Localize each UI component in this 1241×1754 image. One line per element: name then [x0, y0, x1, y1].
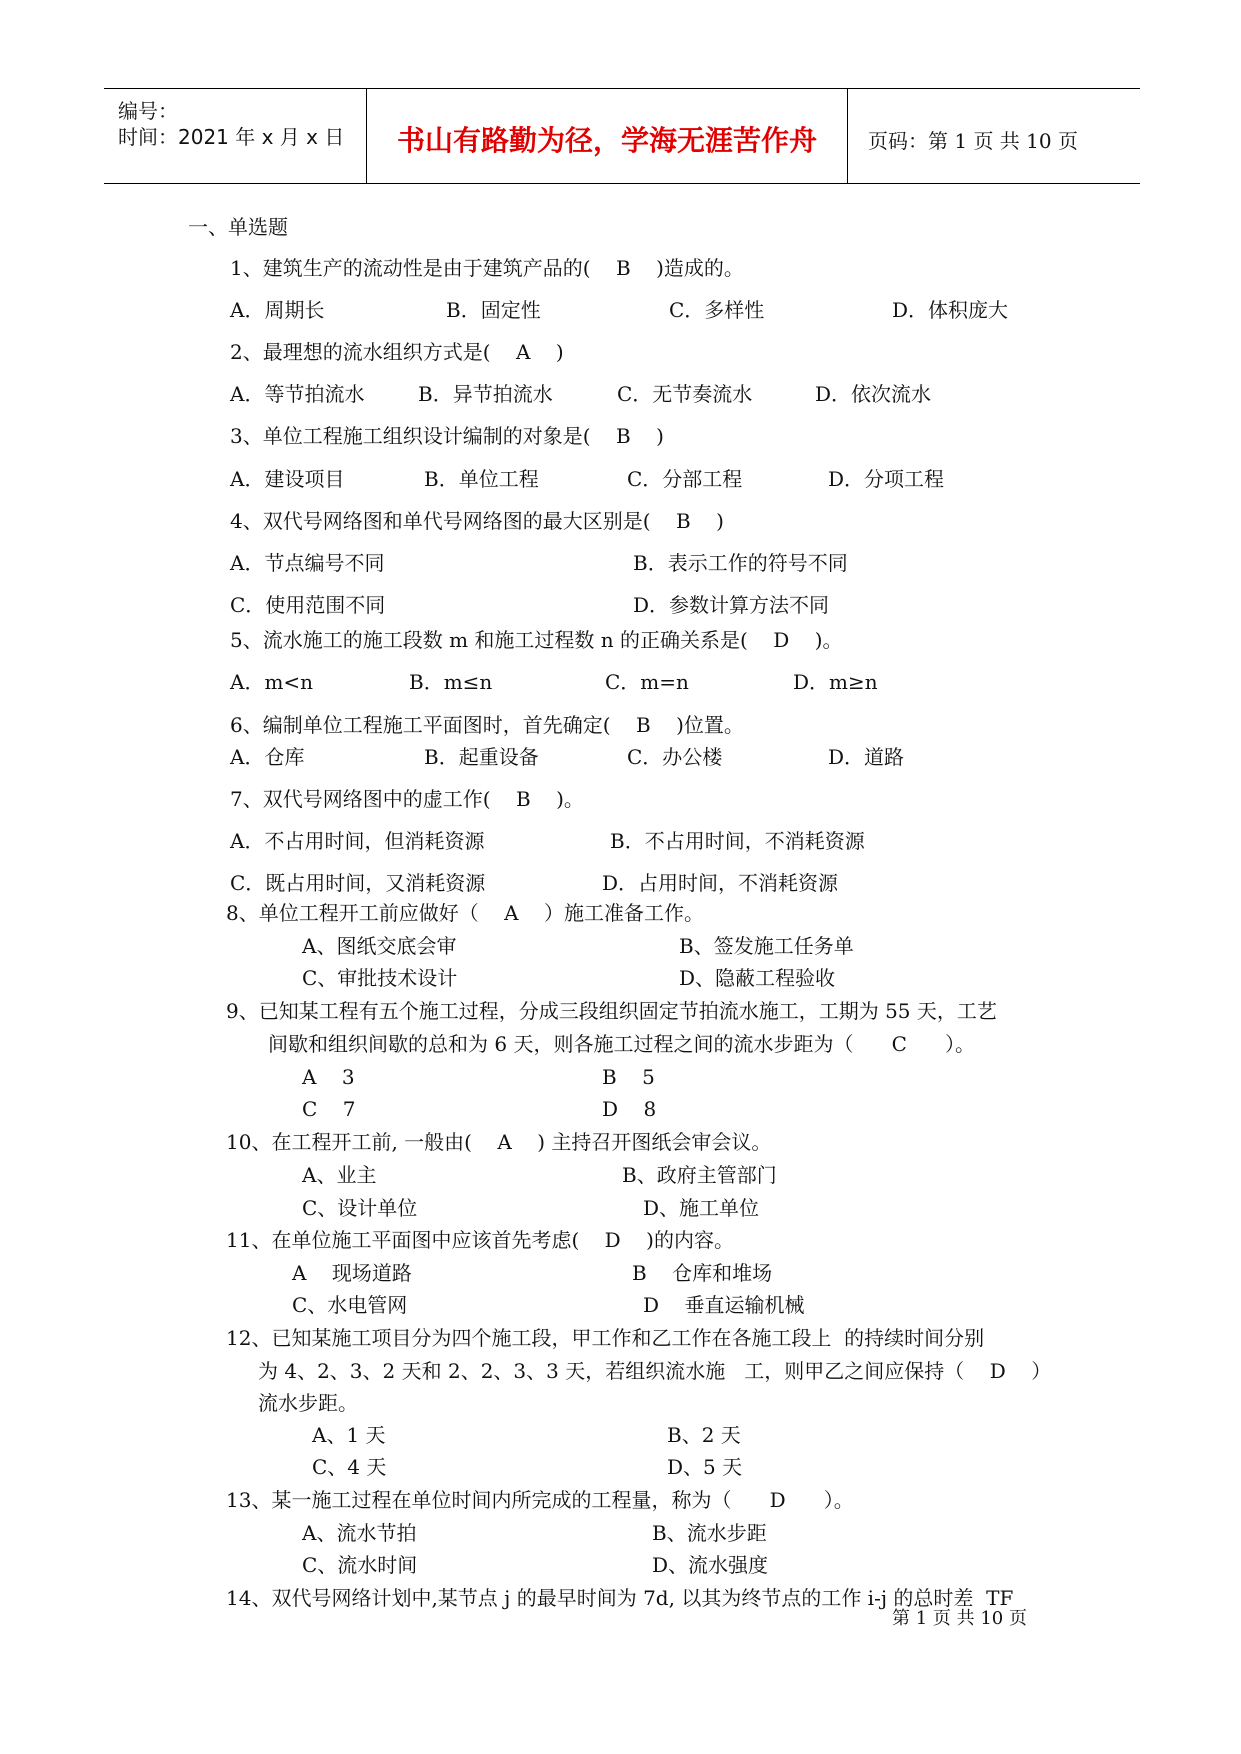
option: A、1 天	[312, 1423, 386, 1447]
option: C、水电管网	[292, 1293, 408, 1317]
option: C、4 天	[312, 1455, 387, 1479]
question-line: 5、流水施工的施工段数 m 和施工过程数 n 的正确关系是( D )。	[230, 628, 843, 652]
option: C 7	[302, 1097, 356, 1121]
option: D 8	[602, 1097, 657, 1121]
option: A．等节拍流水	[230, 382, 365, 406]
option: A、流水节拍	[302, 1521, 417, 1545]
section-title: 一、单选题	[188, 215, 288, 239]
option: B．m≤n	[409, 670, 493, 694]
option: A．建设项目	[230, 467, 345, 491]
question-line: 3、单位工程施工组织设计编制的对象是( B )	[230, 424, 664, 448]
question-line: 10、在工程开工前, 一般由( A ) 主持召开图纸会审会议。	[226, 1130, 772, 1154]
option: D、施工单位	[643, 1196, 760, 1220]
option: B．固定性	[446, 298, 541, 322]
option: B、2 天	[667, 1423, 741, 1447]
document-header	[104, 88, 1140, 184]
option: D．m≥n	[793, 670, 878, 694]
option: D．体积庞大	[892, 298, 1009, 322]
option: C．办公楼	[627, 745, 723, 769]
header-page-code: 页码：第 1 页 共 10 页	[868, 129, 1078, 153]
header-meta-cell	[104, 89, 366, 183]
option: A．周期长	[230, 298, 325, 322]
option: C．既占用时间，又消耗资源	[230, 871, 486, 895]
document-time-label: 时间：2021 年 x 月 x 日	[118, 125, 345, 149]
option: B．表示工作的符号不同	[633, 551, 848, 575]
question-line: 2、最理想的流水组织方式是( A )	[230, 340, 564, 364]
option: B．单位工程	[424, 467, 539, 491]
page-footer: 第 1 页 共 10 页	[892, 1608, 1027, 1629]
option: A．m<n	[230, 670, 314, 694]
option: A 现场道路	[292, 1261, 412, 1285]
header-motto: 书山有路勤为径，学海无涯苦作舟	[396, 124, 817, 157]
option: C、流水时间	[302, 1553, 418, 1577]
option: D 垂直运输机械	[643, 1293, 805, 1317]
header-page-cell	[848, 89, 1140, 183]
question-line: 9、已知某工程有五个施工过程，分成三段组织固定节拍流水施工，工期为 55 天，工艺	[226, 999, 997, 1023]
option: D．依次流水	[815, 382, 932, 406]
option: D、5 天	[667, 1455, 743, 1479]
question-line: 流水步距。	[258, 1391, 358, 1415]
option: C．多样性	[669, 298, 765, 322]
question-line: 为 4、2、3、2 天和 2、2、3、3 天，若组织流水施 工，则甲乙之间应保持（ D ）	[258, 1359, 1052, 1383]
option: C．无节奏流水	[617, 382, 753, 406]
header-motto-cell	[366, 89, 848, 183]
option: D、流水强度	[652, 1553, 769, 1577]
option: B．不占用时间，不消耗资源	[610, 829, 865, 853]
option: C．m=n	[605, 670, 689, 694]
option: D、隐蔽工程验收	[679, 966, 836, 990]
option: A．不占用时间，但消耗资源	[230, 829, 485, 853]
option: A 3	[302, 1065, 355, 1089]
option: A．节点编号不同	[230, 551, 385, 575]
option: C、审批技术设计	[302, 966, 458, 990]
question-line: 14、双代号网络计划中,某节点 j 的最早时间为 7d, 以其为终节点的工作 i-j 的总时差 TF	[226, 1586, 1014, 1610]
question-line: 间歇和组织间歇的总和为 6 天，则各施工过程之间的流水步距为（ C ）。	[268, 1032, 976, 1056]
option: B 5	[602, 1065, 655, 1089]
option: B．异节拍流水	[418, 382, 553, 406]
question-line: 7、双代号网络图中的虚工作( B )。	[230, 787, 584, 811]
option: D．占用时间，不消耗资源	[602, 871, 839, 895]
option: D．分项工程	[828, 467, 945, 491]
option: C．使用范围不同	[230, 593, 386, 617]
option: A、图纸交底会审	[302, 934, 457, 958]
option: B、政府主管部门	[622, 1163, 777, 1187]
question-line: 13、某一施工过程在单位时间内所完成的工程量，称为（ D ）。	[226, 1488, 854, 1512]
option: B、流水步距	[652, 1521, 767, 1545]
option: B．起重设备	[424, 745, 539, 769]
option: C、设计单位	[302, 1196, 418, 1220]
question-line: 4、双代号网络图和单代号网络图的最大区别是( B )	[230, 509, 724, 533]
option: D．道路	[828, 745, 905, 769]
question-line: 1、建筑生产的流动性是由于建筑产品的( B )造成的。	[230, 256, 744, 280]
option: A、业主	[302, 1163, 377, 1187]
option: C．分部工程	[627, 467, 743, 491]
document-number-label: 编号：	[118, 99, 178, 123]
option: B 仓库和堆场	[632, 1261, 773, 1285]
option: B、签发施工任务单	[679, 934, 854, 958]
question-line: 11、在单位施工平面图中应该首先考虑( D )的内容。	[226, 1228, 734, 1252]
question-line: 8、单位工程开工前应做好（ A ）施工准备工作。	[226, 901, 705, 925]
question-line: 12、已知某施工项目分为四个施工段，甲工作和乙工作在各施工段上 的持续时间分别	[226, 1326, 985, 1350]
question-line: 6、编制单位工程施工平面图时，首先确定( B )位置。	[230, 713, 744, 737]
option: A．仓库	[230, 745, 305, 769]
option: D．参数计算方法不同	[633, 593, 830, 617]
